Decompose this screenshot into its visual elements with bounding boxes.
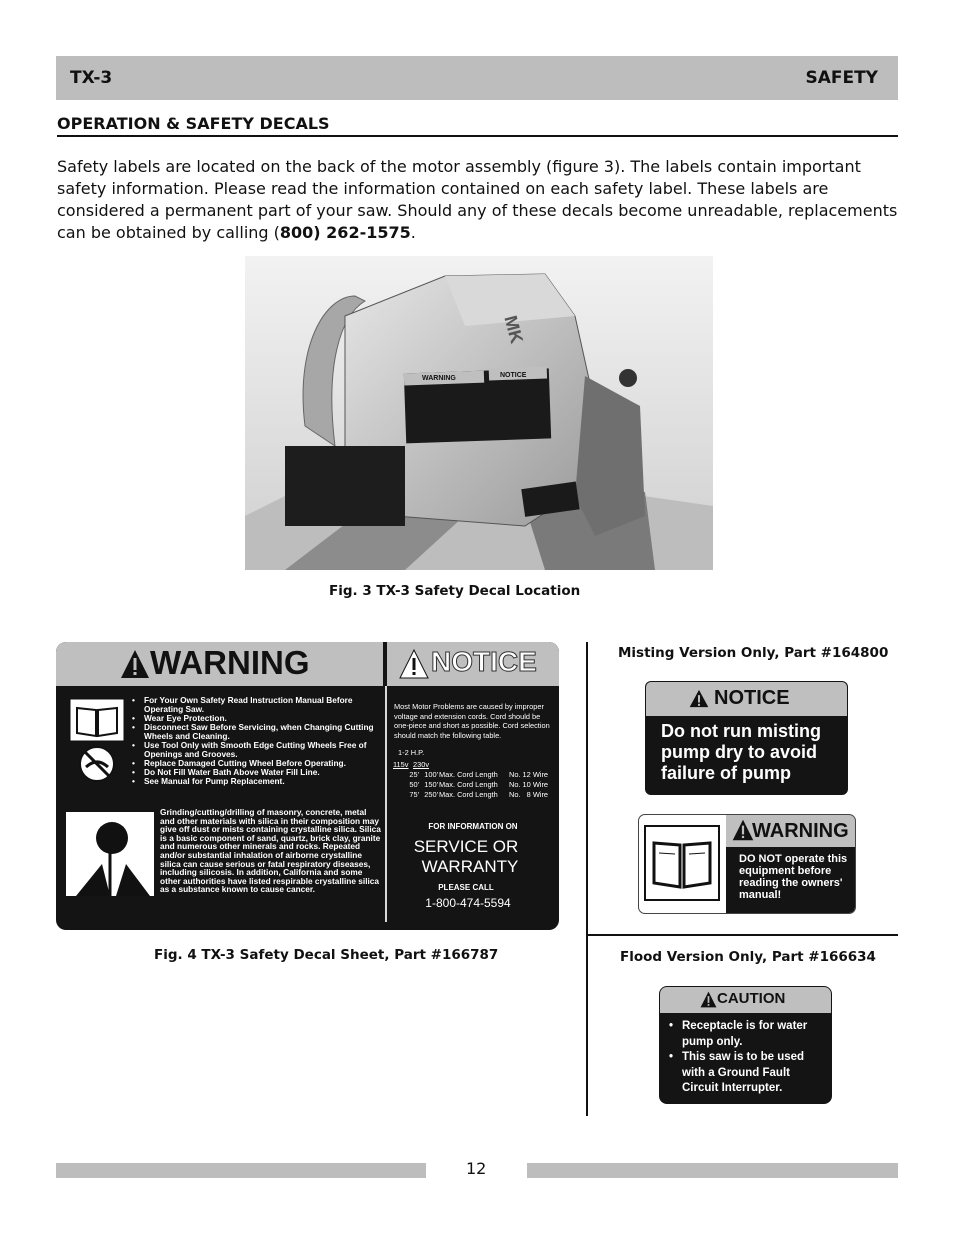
warranty-label: WARRANTY <box>421 857 519 876</box>
manual-book-icon <box>644 825 720 901</box>
warning-item: • Do Not Fill Water Bath Above Water Fill Line. <box>130 768 380 777</box>
caution-list <box>669 1019 829 1097</box>
warning-item: • Use Tool Only with Smooth Edge Cutting Wheels Free of Openings and Grooves. <box>130 741 380 759</box>
header-bar <box>56 56 898 100</box>
caution-title: CAUTION <box>717 990 786 1007</box>
intro-end: . <box>410 223 416 242</box>
for-info-label: FOR INFORMATION ON <box>428 822 518 831</box>
fig4-caption: Fig. 4 TX-3 Safety Decal Sheet, Part #166787 <box>154 947 499 963</box>
misting-warning-title: WARNING <box>752 820 849 842</box>
misting-warning-text: DO NOT operate this equipment before reading the owners' manual! <box>739 853 848 901</box>
misting-caption: Misting Version Only, Part #164800 <box>618 645 889 661</box>
misting-warning-decal <box>638 814 856 914</box>
cord-cell: Max. Cord Length <box>439 790 498 799</box>
cord-cell: Max. Cord Length <box>439 780 498 789</box>
cord-cell: No. 10 Wire <box>509 780 549 789</box>
caution-item-text: Receptacle is for water pump only. <box>682 1020 808 1048</box>
intro-paragraph <box>57 156 899 244</box>
notice-triangle-icon <box>689 689 709 708</box>
cord-cell: 75' <box>409 790 419 799</box>
photo-warning-text: WARNING <box>422 375 456 382</box>
service-label: SERVICE OR <box>413 837 519 856</box>
misting-warning-header <box>726 815 855 847</box>
respiratory-hazard-icon <box>66 812 154 896</box>
caution-header <box>660 987 831 1013</box>
cord-header-230: 230v <box>413 760 430 769</box>
flood-caution-decal <box>659 986 832 1104</box>
warning-triangle-icon <box>120 649 150 679</box>
cord-cell: 50' <box>409 780 419 789</box>
intro-text: Safety labels are located on the back of the motor assembly (figure 3). The labels contain important safety information. Please read the information contained on each safety label. These labels are considered a permanent part of your saw. Should any of these decals become unreadable, replacements can be obtained by calling ( <box>57 157 898 242</box>
cord-cell: No. 12 Wire <box>509 770 549 779</box>
section-label: SAFETY <box>805 68 878 88</box>
misting-notice-title: NOTICE <box>714 687 790 709</box>
caution-item-text: This saw is to be used with a Ground Fault Circuit Interrupter. <box>682 1051 805 1094</box>
cord-cell: 150' <box>424 780 438 789</box>
warning-triangle-icon <box>732 819 754 841</box>
caution-item: • This saw is to be used with a Ground Fault Circuit Interrupter. <box>669 1051 805 1094</box>
misting-notice-header <box>646 682 847 716</box>
caution-item: • Receptacle is for water pump only. <box>669 1020 808 1048</box>
warning-title: WARNING <box>150 644 310 681</box>
page-number: 12 <box>466 1159 487 1178</box>
warning-item: • Replace Damaged Cutting Wheel Before Operating. <box>130 759 380 768</box>
service-phone: 1-800-474-5594 <box>425 896 511 910</box>
notice-triangle-icon <box>399 649 429 679</box>
cord-cell: 250' <box>424 790 438 799</box>
manual-book-icon <box>69 698 125 742</box>
misting-notice-text: Do not run misting pump dry to avoid failure of pump <box>661 721 821 783</box>
cord-table <box>393 760 558 800</box>
please-call-label: PLEASE CALL <box>438 883 494 892</box>
warning-list <box>130 696 380 786</box>
horsepower-label: 1-2 H.P. <box>398 748 425 757</box>
warning-item: • Disconnect Saw Before Servicing, when Changing Cutting Wheels and Cleaning. <box>130 723 380 741</box>
footer-bar-left <box>56 1163 426 1178</box>
notice-text: Most Motor Problems are caused by improper voltage and extension cords. Cord should be one-piece and short as possible. Cord selection should match the following table. <box>394 702 550 740</box>
decal-sheet <box>56 642 559 930</box>
notice-title: NOTICE <box>431 646 537 677</box>
footer-bar-right <box>527 1163 898 1178</box>
notice-header <box>387 642 559 686</box>
fig3-caption: Fig. 3 TX-3 Safety Decal Location <box>329 583 581 599</box>
no-water-icon <box>78 745 116 783</box>
brand-logo: MK <box>500 313 527 346</box>
model-label: TX-3 <box>70 68 113 88</box>
caution-triangle-icon <box>700 991 717 1008</box>
warning-item: • For Your Own Safety Read Instruction Manual Before Operating Saw. <box>130 696 380 714</box>
phone-number: 800) 262-1575 <box>279 223 411 242</box>
saw-photo <box>245 256 713 570</box>
cord-cell: Max. Cord Length <box>439 770 498 779</box>
section-divider <box>588 934 898 936</box>
cord-cell: 25' <box>409 770 419 779</box>
section-title: OPERATION & SAFETY DECALS <box>57 114 898 137</box>
warning-item: • Wear Eye Protection. <box>130 714 380 723</box>
cord-header-115: 115v <box>393 760 409 769</box>
saw-photo-illustration <box>245 256 713 570</box>
column-divider <box>586 642 588 1116</box>
flood-caption: Flood Version Only, Part #166634 <box>620 949 876 965</box>
silica-warning-text: Grinding/cutting/drilling of masonry, concrete, metal and other materials with silica in their composition may give off dust or mists containing crystalline silica. Silica is a basic component of sand, quartz, brick clay, granite and numerous other minerals and rocks. Repeated and/or substantial inhalation of airborne crystalline silica can cause serious or fatal respiratory diseases, including silicosis. In addition, California and some other authorities have listed respirable crystalline silica as a substance known to cause cancer. <box>160 807 381 895</box>
photo-notice-text: NOTICE <box>500 372 527 379</box>
cord-cell: No. 8 Wire <box>509 790 549 799</box>
cord-cell: 100' <box>424 770 438 779</box>
misting-notice-decal <box>645 681 848 795</box>
warning-item: • See Manual for Pump Replacement. <box>130 777 380 786</box>
warning-header <box>56 642 383 686</box>
